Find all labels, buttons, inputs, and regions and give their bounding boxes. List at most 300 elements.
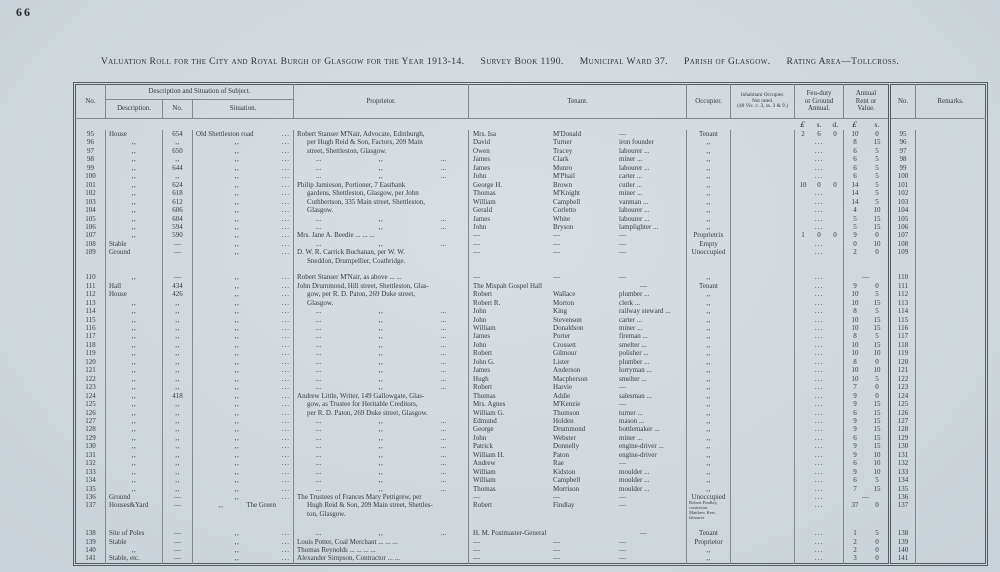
cell-occupier: ,,: [687, 434, 731, 442]
cell-tenant: [469, 198, 687, 206]
cell-tenant: [469, 349, 687, 357]
table-row: [76, 316, 986, 324]
rent-amount: 9 0: [853, 281, 879, 290]
cell-occupier: ,,: [687, 273, 731, 281]
cell-description: ,,: [106, 409, 163, 417]
tenant-forename: Thomas: [473, 391, 496, 400]
table-row: [76, 375, 986, 383]
cell-annual-rent: [844, 172, 890, 180]
proprietor-ditto: ... ,, ...: [316, 163, 447, 172]
situation-text: ,,: [218, 501, 224, 510]
tenant-occupation: smelter ...: [619, 374, 647, 383]
tenant-surname: King: [553, 307, 568, 316]
occupier-small-line: labourer: [689, 515, 705, 521]
cell-situation: [193, 546, 294, 554]
table-row: [76, 529, 986, 537]
cell-proprietor: [294, 341, 469, 349]
cell-street-number: ,,: [163, 324, 193, 332]
cell-inhabitant-occupier: [731, 375, 795, 383]
feu-no-entry: ...: [814, 138, 824, 147]
feu-no-entry: ...: [814, 214, 824, 223]
feu-currency-labels: [795, 119, 844, 131]
rent-amount: 10 5: [851, 290, 879, 299]
cell-tenant: [469, 417, 687, 425]
cell-row-number: 110: [85, 273, 96, 282]
cell-annual-rent: [844, 332, 890, 340]
cell-annual-rent: [844, 459, 890, 467]
tenant-occupation: turner ...: [619, 408, 643, 417]
rent-amount: 7 0: [853, 383, 879, 392]
rent-amount: 10 15: [851, 315, 881, 324]
cell-proprietor: [294, 282, 469, 290]
cell-tenant: [469, 147, 687, 155]
dot-leader: ...: [281, 459, 291, 468]
cell-occupier: ,,: [687, 349, 731, 357]
dot-leader: ...: [281, 476, 291, 485]
situation-text: ,,: [234, 366, 240, 375]
title-parish: Parish of Glasgow.: [683, 56, 771, 67]
tenant-forename: William: [473, 323, 496, 332]
cell-annual-rent: [844, 521, 890, 529]
tenant-occupation: clerk ...: [619, 298, 641, 307]
cell-feu-duty: [795, 164, 844, 172]
feu-pounds-symbol: £: [800, 120, 806, 129]
cell-description: Stable: [106, 538, 163, 546]
cell-occupier: Tenant: [687, 130, 731, 138]
table-row: [76, 299, 986, 307]
cell-remarks: [916, 442, 986, 450]
cell-situation: [193, 434, 294, 442]
title-rating-area: Rating Area—Tollcross.: [786, 56, 900, 67]
table-row: [76, 546, 986, 554]
cell-situation: [193, 198, 294, 206]
cell-feu-duty: [795, 189, 844, 197]
tenant-surname: Macpherson: [553, 374, 588, 383]
cell-proprietor: [294, 223, 469, 231]
tenant-surname: White: [553, 214, 571, 223]
feu-no-entry: ...: [814, 197, 824, 206]
cell-proprietor: [294, 366, 469, 374]
cell-occupier: Tenant: [687, 282, 731, 290]
tenant-surname: Bryson: [553, 222, 574, 231]
cell-row-number: [76, 265, 106, 273]
dot-leader: ...: [281, 315, 291, 324]
cell-remarks: [916, 358, 986, 366]
tenant-forename: William G.: [473, 408, 505, 417]
cell-description: ,,: [106, 316, 163, 324]
rent-amount: 0 10: [853, 239, 881, 248]
cell-proprietor: [294, 392, 469, 400]
cell-tenant: [469, 282, 687, 290]
feu-no-entry: ...: [814, 467, 824, 476]
cell-street-number: ,,: [163, 349, 193, 357]
cell-tenant: [469, 299, 687, 307]
cell-inhabitant-occupier: [731, 223, 795, 231]
rent-amount: 14 5: [851, 197, 879, 206]
situation-text: ,,: [234, 163, 240, 172]
situation-text: ,,: [234, 433, 240, 442]
cell-street-number: 644: [163, 164, 193, 172]
table-row: [76, 307, 986, 315]
cell-feu-duty: [795, 181, 844, 189]
cell-inhabitant-occupier: [731, 417, 795, 425]
table-row: [76, 425, 986, 433]
feu-no-entry: ...: [814, 425, 824, 434]
tenant-forename: Robert R.: [473, 298, 501, 307]
cell-inhabitant-occupier: [731, 383, 795, 391]
cell-feu-duty: [795, 155, 844, 163]
header-remarks: Remarks.: [916, 85, 986, 119]
cell-inhabitant-occupier: [731, 521, 795, 529]
table-row: [76, 459, 986, 467]
tenant-occupation: labourer ...: [619, 146, 650, 155]
cell-row-number-right: 115: [890, 316, 916, 324]
proprietor-ditto: ... ,, ...: [316, 484, 447, 493]
cell-description: ,,: [106, 332, 163, 340]
rent-amount: 4 10: [853, 206, 881, 215]
feu-no-entry: ...: [814, 349, 824, 358]
table-row: [76, 366, 986, 374]
cell-proprietor: [294, 349, 469, 357]
cell-remarks: [916, 459, 986, 467]
cell-occupier: Proprietrix: [687, 231, 731, 239]
cell-occupier: ,,: [687, 164, 731, 172]
cell-row-number: 116: [85, 323, 96, 332]
situation-text: ,,: [234, 400, 240, 409]
cell-description: ,,: [106, 273, 163, 281]
dot-leader: ...: [281, 189, 291, 198]
dot-leader: ...: [281, 433, 291, 442]
cell-annual-rent: [844, 529, 890, 537]
cell-proprietor: [294, 172, 469, 180]
proprietor-line: Sneddon, Drumpellier, Coatbridge.: [307, 256, 406, 265]
dot-leader: ...: [281, 391, 291, 400]
cell-row-number: 103: [85, 197, 96, 206]
header-feu-line3: Annual.: [808, 105, 831, 113]
cell-situation: [193, 425, 294, 433]
cell-street-number: 650: [163, 147, 193, 155]
table-row: [76, 442, 986, 450]
tenant-forename: John: [473, 222, 487, 231]
situation-text: ,,: [234, 537, 240, 546]
cell-situation: [193, 442, 294, 450]
dot-leader: ...: [281, 239, 291, 248]
cell-inhabitant-occupier: [731, 425, 795, 433]
situation-text: ,,: [234, 391, 240, 400]
cell-remarks: [916, 400, 986, 408]
cell-description: ,,: [106, 172, 163, 180]
cell-remarks: [916, 434, 986, 442]
situation-text: ,,: [234, 231, 240, 240]
cell-situation: [193, 451, 294, 459]
rent-no-entry: —: [862, 493, 871, 502]
table-row: [76, 189, 986, 197]
cell-feu-duty: [795, 316, 844, 324]
cell-situation: [193, 164, 294, 172]
cell-proprietor: [294, 459, 469, 467]
cell-feu-duty: [795, 299, 844, 307]
feu-no-entry: ...: [814, 146, 824, 155]
tenant-surname: —: [553, 493, 561, 502]
tenant-forename: Robert: [473, 383, 493, 392]
cell-proprietor: [294, 358, 469, 366]
tenant-surname: Drummond: [553, 425, 586, 434]
rent-amount: 6 5: [853, 476, 879, 485]
cell-description: ,,: [106, 198, 163, 206]
cell-row-number-right: 98: [890, 155, 916, 163]
proprietor-line: The Trustees of Frances Mary Pettigrew, per: [297, 493, 422, 502]
cell-description: [106, 521, 163, 529]
proprietor-ditto: ... ,, ...: [316, 425, 447, 434]
cell-proprietor: [294, 409, 469, 417]
occupier-small-line: contractor: [689, 505, 708, 511]
cell-feu-duty: [795, 400, 844, 408]
cell-description: ,,: [106, 307, 163, 315]
cell-occupier: ,,: [687, 425, 731, 433]
rent-amount: 9 0: [853, 391, 879, 400]
cell-annual-rent: [844, 307, 890, 315]
situation-text: ,,: [234, 383, 240, 392]
cell-row-number-right: 135: [890, 485, 916, 493]
cell-annual-rent: [844, 442, 890, 450]
cell-description: Stable, etc.: [106, 554, 163, 563]
cell-annual-rent: [844, 138, 890, 146]
tenant-forename: James: [473, 163, 491, 172]
cell-street-number: 612: [163, 198, 193, 206]
situation-text: ,,: [234, 214, 240, 223]
rent-amount: 9 10: [853, 467, 881, 476]
tenant-occupation: labourer ...: [619, 206, 650, 215]
situation-text: ,,: [234, 239, 240, 248]
table-row: [76, 409, 986, 417]
cell-occupier: ,,: [687, 189, 731, 197]
cell-description: ,,: [106, 341, 163, 349]
cell-description: ,,: [106, 147, 163, 155]
cell-inhabitant-occupier: [731, 172, 795, 180]
cell-occupier: Empty: [687, 240, 731, 248]
feu-pence-label: d.: [832, 120, 839, 129]
situation-text: Old Shettleston road: [196, 130, 254, 138]
cell-annual-rent: [844, 248, 890, 265]
feu-no-entry: ...: [814, 189, 824, 198]
cell-situation: [193, 409, 294, 417]
tenant-surname: Crossett: [553, 340, 576, 349]
dot-leader: ...: [281, 138, 291, 147]
cell-situation: [193, 349, 294, 357]
tenant-forename: Mrs. Isa: [473, 130, 496, 138]
table-row: [76, 155, 986, 163]
cell-occupier: ,,: [687, 383, 731, 391]
feu-no-entry: ...: [814, 298, 824, 307]
cell-situation: [193, 501, 294, 521]
proprietor-ditto: ... ,, ...: [316, 340, 447, 349]
cell-description: ,,: [106, 223, 163, 231]
cell-inhabitant-occupier: [731, 147, 795, 155]
rent-amount: 8 5: [853, 332, 879, 341]
header-feu-line1: Feu-duty: [806, 90, 832, 98]
tenant-surname: Rae: [553, 459, 564, 468]
cell-row-number-right: 132: [890, 459, 916, 467]
tenant-surname: —: [553, 546, 561, 555]
cell-row-number: 121: [85, 366, 96, 375]
cell-occupier: ,,: [687, 290, 731, 298]
cell-inhabitant-occupier: [731, 181, 795, 189]
cell-situation: [193, 468, 294, 476]
cell-description: Site of Poles: [106, 529, 163, 537]
table-row: [76, 400, 986, 408]
tenant-surname: Wallace: [553, 290, 576, 299]
cell-proprietor: [294, 206, 469, 214]
cell-tenant: [469, 223, 687, 231]
cell-situation: [193, 521, 294, 529]
feu-no-entry: ...: [814, 400, 824, 409]
header-annual-rent: [844, 85, 890, 119]
cell-row-number: 95: [87, 130, 94, 138]
cell-remarks: [916, 265, 986, 273]
cell-row-number-right: 128: [890, 425, 916, 433]
tenant-forename: Robert: [473, 290, 493, 299]
tenant-occupation: miner ...: [619, 323, 643, 332]
proprietor-ditto: ... ,, ...: [316, 383, 447, 392]
header-inhabitant-line3: (48 Vic. c. 3, ss. 3 & 9.): [737, 103, 788, 110]
cell-inhabitant-occupier: [731, 282, 795, 290]
currency-row: [76, 119, 986, 131]
cell-remarks: [916, 189, 986, 197]
cell-remarks: [916, 485, 986, 493]
feu-no-entry: ...: [814, 450, 824, 459]
feu-no-entry: ...: [814, 484, 824, 493]
dot-leader: ...: [281, 172, 291, 181]
table-row: [76, 147, 986, 155]
cell-row-number: 134: [85, 476, 96, 485]
cell-proprietor: [294, 400, 469, 408]
situation-text: ,,: [234, 273, 240, 282]
tenant-forename: George H.: [473, 180, 503, 189]
cell-proprietor: [294, 198, 469, 206]
cell-description: ,,: [106, 434, 163, 442]
cell-tenant: [469, 130, 687, 138]
tenant-forename: William: [473, 197, 496, 206]
cell-row-number-right: 116: [890, 324, 916, 332]
cell-tenant: [469, 290, 687, 298]
cell-feu-duty: [795, 383, 844, 391]
cell-occupier: Tenant: [687, 529, 731, 537]
tenant-forename: —: [473, 239, 481, 248]
cell-remarks: [916, 501, 986, 521]
tenant-surname: Gilmour: [553, 349, 577, 358]
rent-amount: 8 5: [853, 307, 879, 316]
cell-inhabitant-occupier: [731, 240, 795, 248]
feu-no-entry: ...: [814, 374, 824, 383]
dot-leader: ...: [281, 155, 291, 164]
table-row: [76, 332, 986, 340]
tenant-forename: Thomas: [473, 189, 496, 198]
rent-amount: 6 15: [853, 408, 881, 417]
title-survey-book: Survey Book 1190.: [480, 56, 564, 67]
tenant-surname: Donnelly: [553, 442, 580, 451]
table-row: [76, 240, 986, 248]
cell-situation: [193, 206, 294, 214]
tenant-occupation: —: [619, 501, 627, 510]
cell-inhabitant-occupier: [731, 155, 795, 163]
tenant-surname: Kidston: [553, 467, 576, 476]
cell-row-number: 127: [85, 416, 96, 425]
dot-leader: ...: [281, 357, 291, 366]
cell-situation: [193, 341, 294, 349]
cell-tenant: [469, 240, 687, 248]
cell-row-number: 106: [85, 222, 96, 231]
cell-proprietor: [294, 546, 469, 554]
cell-feu-duty: [795, 417, 844, 425]
cell-situation: [193, 493, 294, 501]
proprietor-ditto: ... ,, ...: [316, 222, 447, 231]
cell-annual-rent: [844, 468, 890, 476]
cell-situation: [193, 273, 294, 281]
cell-description: ,,: [106, 451, 163, 459]
cell-street-number: ,,: [163, 442, 193, 450]
cell-tenant: [469, 332, 687, 340]
cell-annual-rent: [844, 290, 890, 298]
dot-leader: ...: [281, 197, 291, 206]
rent-amount: 10 0: [851, 130, 879, 138]
cell-occupier: ,,: [687, 366, 731, 374]
cell-row-number: 139: [85, 537, 96, 546]
table-row: [76, 538, 986, 546]
cell-feu-duty: [795, 358, 844, 366]
cell-situation: [193, 400, 294, 408]
rent-amount: 10 10: [851, 349, 881, 358]
cell-annual-rent: [844, 130, 890, 138]
dot-leader: ...: [281, 281, 291, 290]
cell-feu-duty: [795, 332, 844, 340]
cell-street-number: ,,: [163, 485, 193, 493]
cell-situation: [193, 358, 294, 366]
rent-amount: 7 15: [853, 484, 881, 493]
dot-leader: ...: [281, 546, 291, 555]
cell-occupier: [687, 521, 731, 529]
cell-proprietor: [294, 164, 469, 172]
cell-remarks: [916, 223, 986, 231]
cell-inhabitant-occupier: [731, 341, 795, 349]
header-feu-line2: or Ground: [804, 97, 834, 105]
tenant-occupation: cutler ...: [619, 180, 642, 189]
tenant-surname: Donaldson: [553, 323, 584, 332]
cell-row-number-right: 139: [890, 538, 916, 546]
cell-remarks: [916, 307, 986, 315]
cell-tenant: [469, 164, 687, 172]
table-row: [76, 451, 986, 459]
feu-no-entry: ...: [814, 493, 824, 502]
feu-no-entry: ...: [814, 163, 824, 172]
cell-situation: [193, 240, 294, 248]
cell-description: ,,: [106, 546, 163, 554]
tenant-surname: —: [553, 239, 561, 248]
rent-amount: 14 5: [851, 189, 879, 198]
cell-feu-duty: [795, 147, 844, 155]
dot-leader: ...: [281, 467, 291, 476]
tenant-occupation: plumber ...: [619, 290, 650, 299]
tenant-occupation: —: [619, 239, 627, 248]
cell-feu-duty: [795, 231, 844, 239]
feu-no-entry: ...: [814, 281, 824, 290]
cell-occupier: ,,: [687, 341, 731, 349]
situation-text: ,,: [234, 206, 240, 215]
cell-row-number-right: 118: [890, 341, 916, 349]
feu-no-entry: ...: [814, 290, 824, 299]
cell-proprietor: [294, 316, 469, 324]
cell-street-number: ,,: [163, 434, 193, 442]
tenant-occupation: —: [619, 273, 627, 282]
